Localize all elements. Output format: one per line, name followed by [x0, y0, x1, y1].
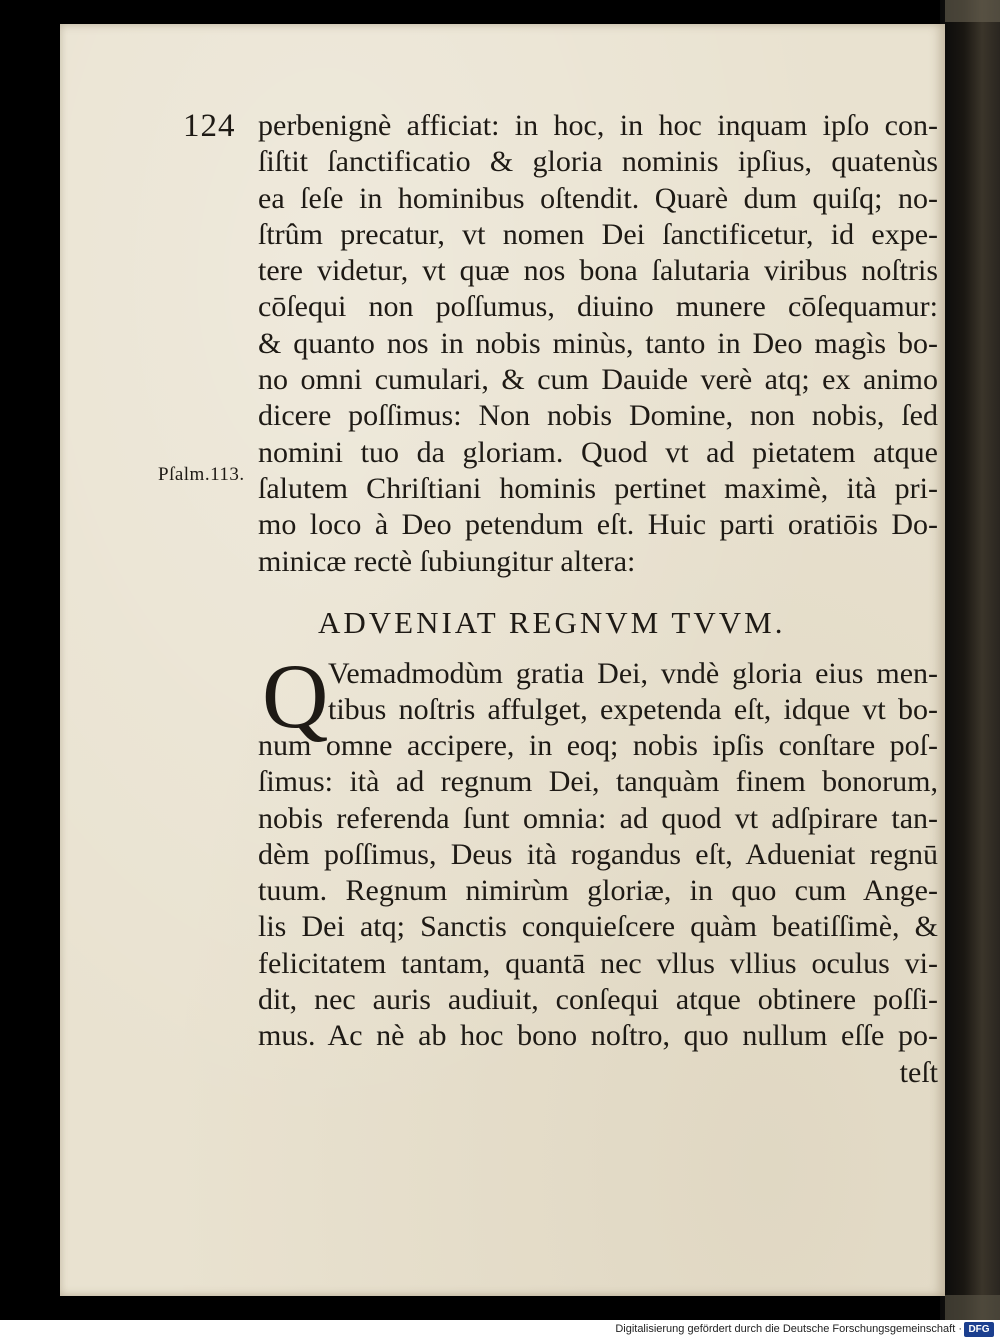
text-line: dicere poſſimus: Non nobis Domine, non nobis, ſed: [258, 399, 938, 433]
section-heading: ADVENIAT REGNVM TVVM.: [318, 605, 786, 640]
text-line: dit, nec auris audiuit, conſequi atque obtinere poſſi-: [258, 983, 938, 1017]
section-body: [258, 728, 938, 1091]
text-line: dèm poſſimus, Deus ità rogandus eſt, Adueniat regnū: [258, 837, 938, 871]
catchword: teſt: [899, 1055, 938, 1089]
text-line: & quanto nos in nobis minùs, tanto in Deo magìs bo-: [258, 326, 938, 360]
text-line: ſalutem Chriſtiani hominis pertinet maximè, ità pri-: [258, 471, 938, 505]
text-line: nobis referenda ſunt omnia: ad quod vt adſpirare tan-: [258, 801, 938, 835]
dfg-logo: DFG: [964, 1322, 994, 1337]
drop-cap-initial: Q: [262, 645, 329, 747]
text-line: lis Dei atq; Sanctis conquieſcere quàm beatiſſimè, &: [258, 910, 938, 944]
text-line: tibus noſtris affulget, expetenda eſt, idque vt bo-: [328, 693, 938, 727]
text-line: no omni cumulari, & cum Dauide verè atq; ex animo: [258, 363, 938, 397]
text-line: ſiſtit ſanctificatio & gloria nominis ipſius, quatenùs: [258, 145, 938, 179]
text-line: mus. Ac nè ab hoc bono noſtro, quo nullum eſſe po-: [258, 1019, 938, 1053]
scan-edge-bottom: [945, 1295, 1000, 1320]
footer-credit: Digitalisierung gefördert durch die Deutsche Forschungsgemeinschaft ·: [615, 1323, 962, 1335]
text-line: tere videtur, vt quæ nos bona ſalutaria viribus noſtris: [258, 254, 938, 288]
text-line: nomini tuo da gloriam. Quod vt ad pietatem atque: [258, 435, 938, 469]
scan-edge-top: [945, 0, 1000, 22]
text-line: tuum. Regnum nimirùm gloriæ, in quo cum Ange-: [258, 874, 938, 908]
text-line: ea ſeſe in hominibus oſtendit. Quarè dum quiſq; no-: [258, 181, 938, 215]
text-line: ſimus: ità ad regnum Dei, tanquàm finem bonorum,: [258, 765, 938, 799]
text-line: Vemadmodùm gratia Dei, vndè gloria eius men-: [328, 657, 938, 690]
section-indented-lines: [328, 656, 938, 729]
page-number: 124: [183, 108, 236, 144]
text-line: cōſequi non poſſumus, diuino munere cōſequamur:: [258, 290, 938, 324]
scan-edge-right: [940, 0, 1000, 1320]
margin-note: Pſalm.113.: [158, 464, 245, 485]
text-line: ſtrûm precatur, vt nomen Dei ſanctificetur, id expe-: [258, 217, 938, 251]
text-line: perbenignè afficiat: in hoc, in hoc inquam ipſo con-: [258, 109, 938, 142]
text-line: mo loco à Deo petendum eſt. Huic parti oratiōis Do-: [258, 508, 938, 542]
text-line: minicæ rectè ſubiungitur altera:: [258, 544, 636, 578]
text-line: num omne accipere, in eoq; nobis ipſis conſtare poſ-: [258, 729, 938, 762]
text-line: felicitatem tantam, quantā nec vllus vllius oculus vi-: [258, 946, 938, 980]
paragraph-1: [258, 108, 938, 580]
